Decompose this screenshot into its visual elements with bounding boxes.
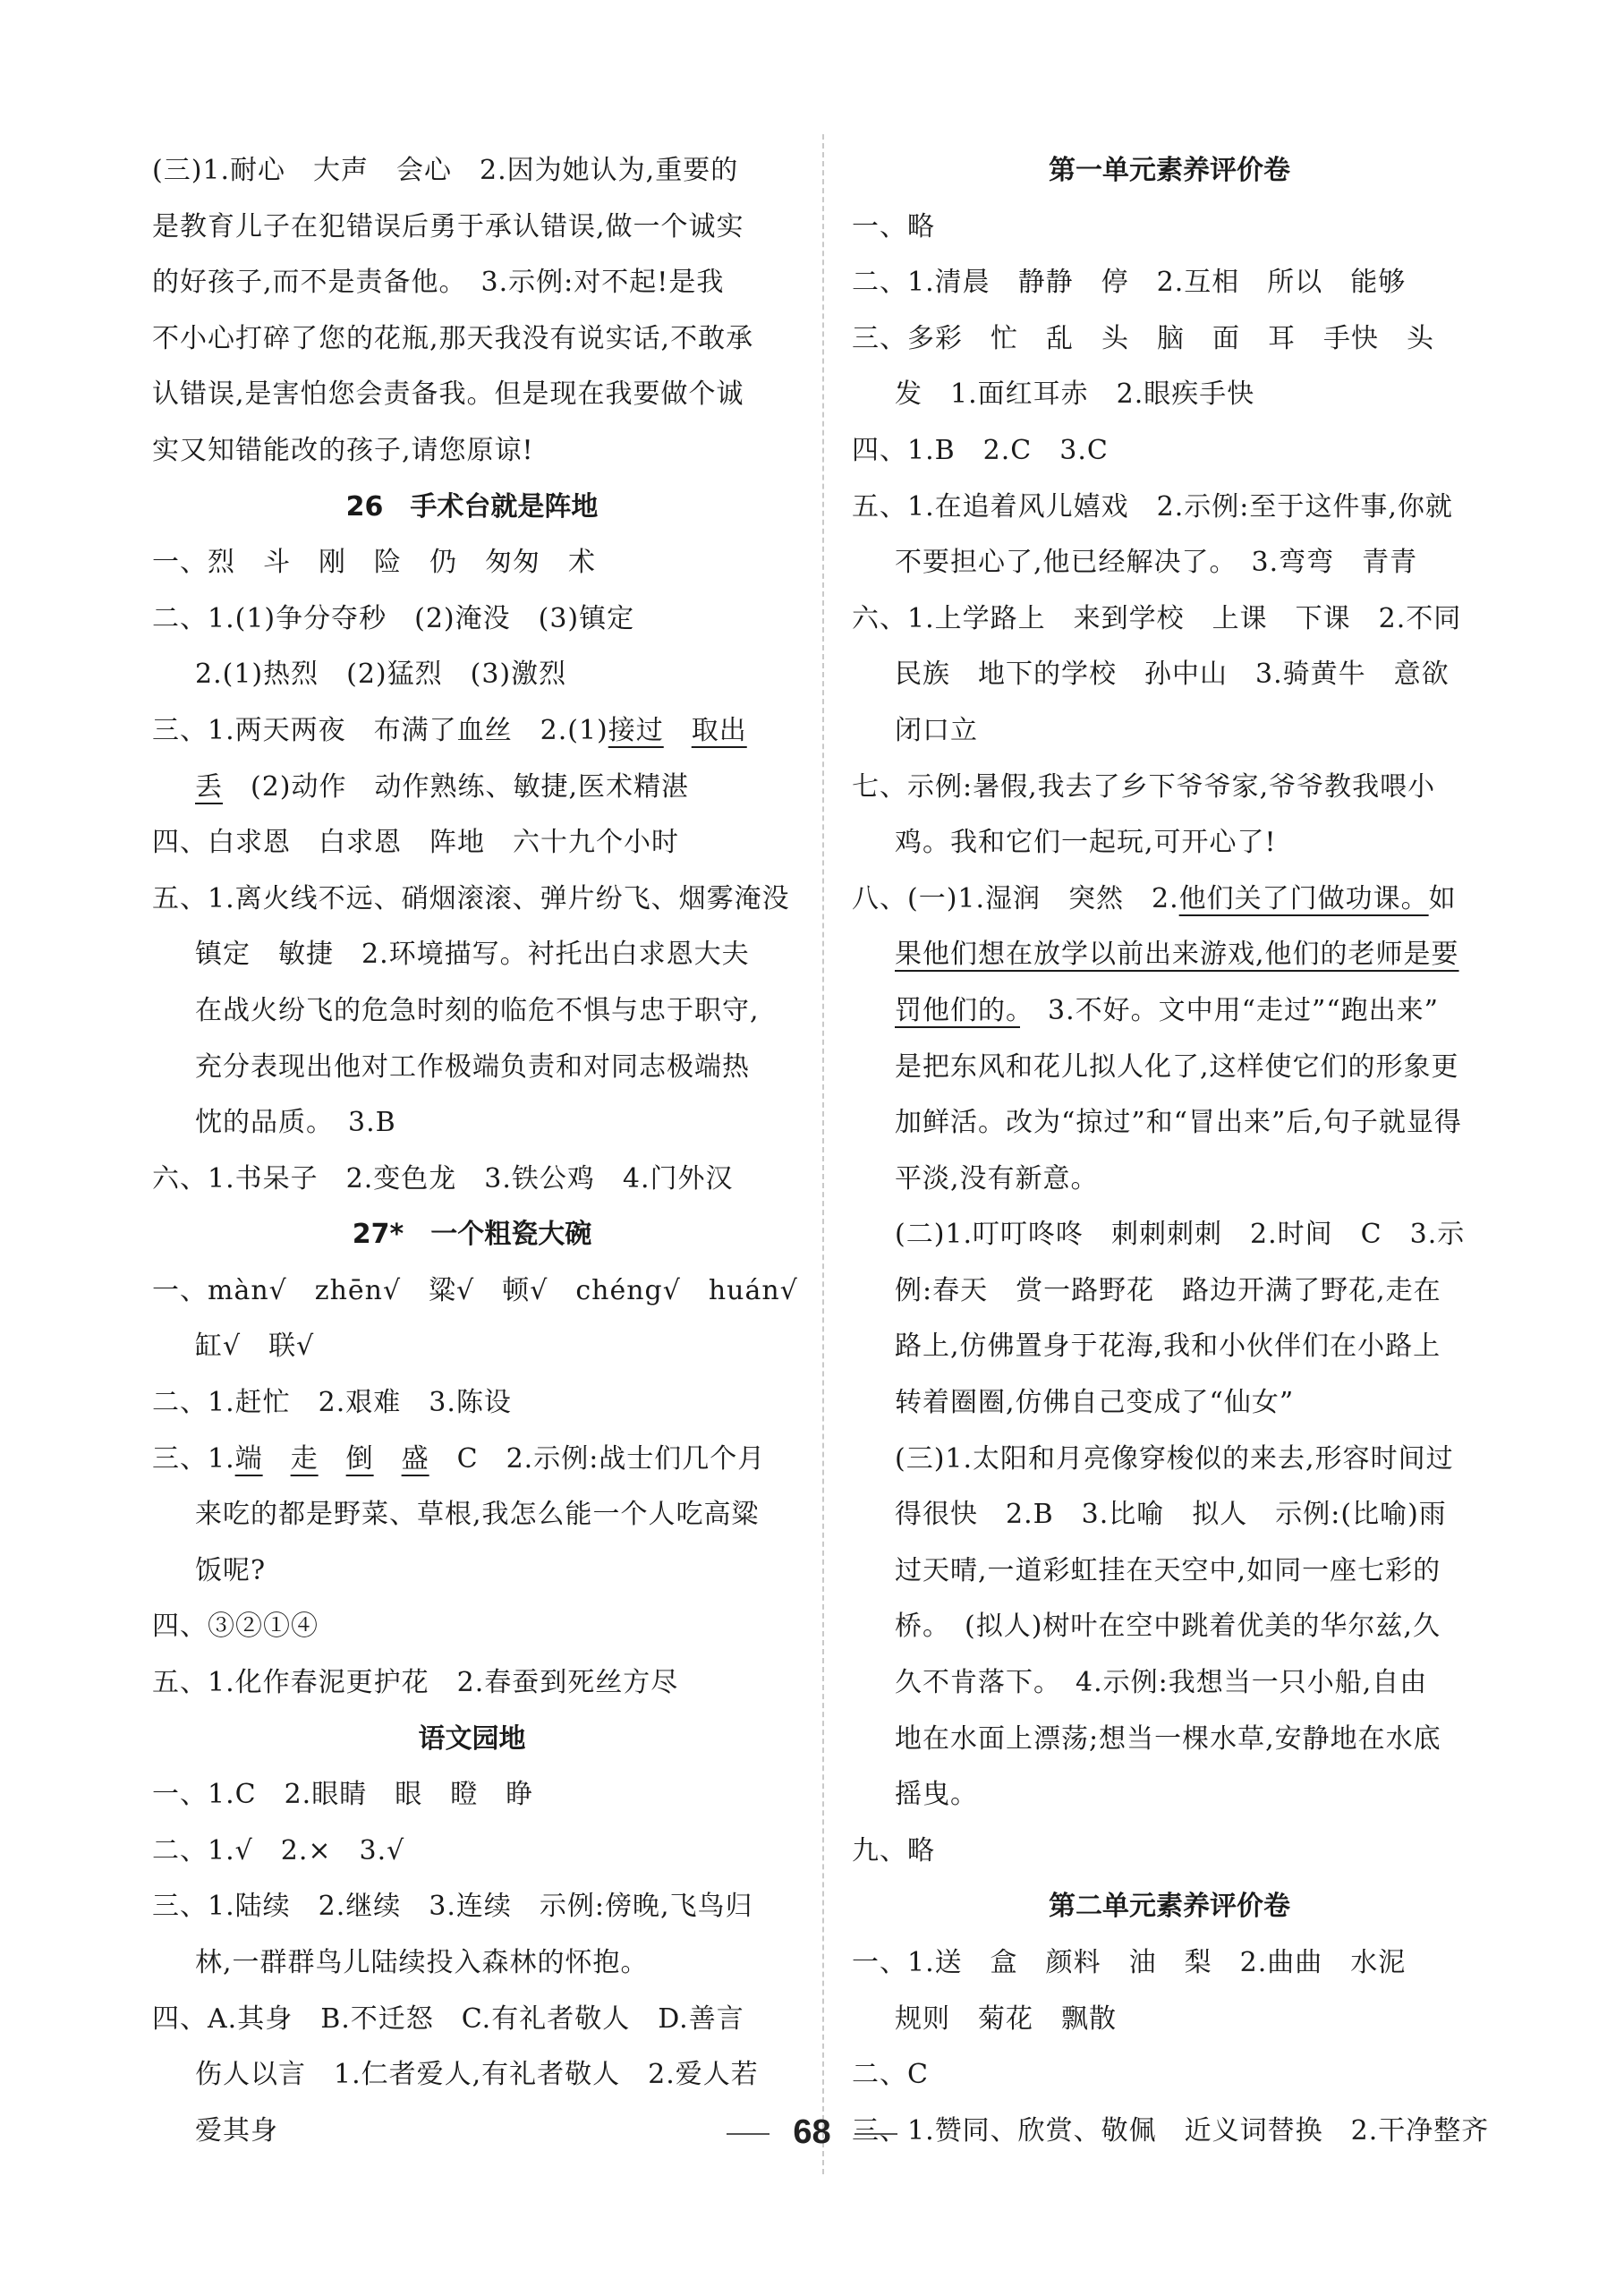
answer-line: 一、烈 斗 刚 险 仍 匆匆 术 <box>152 547 596 579</box>
answer-line: 不要担心了,他已经解决了。 3.弯弯 青青 <box>895 547 1418 579</box>
answer-line: 三、1.陆续 2.继续 3.连续 示例:傍晚,飞鸟归 <box>152 1891 753 1923</box>
answer-line: 一、1.C 2.眼睛 眼 瞪 睁 <box>152 1779 534 1811</box>
answer-line: 的好孩子,而不是责备他。 3.示例:对不起!是我 <box>152 267 725 299</box>
answer-line: 七、示例:暑假,我去了乡下爷爷家,爷爷教我喂小 <box>852 770 1436 803</box>
answer-line: 发 1.面红耳赤 2.眼疾手快 <box>895 378 1255 411</box>
underlined-text: 倒 <box>345 1442 374 1475</box>
answer-line: 一、màn√ zhēn√ 粱√ 顿√ chéng√ huán√ <box>152 1274 798 1306</box>
answer-line: 三、多彩 忙 乱 头 脑 面 耳 手快 头 <box>852 322 1434 354</box>
right-column <box>852 143 1490 2159</box>
answer-line: 实又知错能改的孩子,请您原谅! <box>152 434 534 466</box>
answer-line: 一、略 <box>852 210 935 242</box>
answer-line: 规则 菊花 飘散 <box>895 2002 1117 2035</box>
answer-line: 二、1.清晨 静静 停 2.互相 所以 能够 <box>852 267 1407 299</box>
answer-line: (三)1.耐心 大声 会心 2.因为她认为,重要的 <box>152 155 739 186</box>
answer-line: 民族 地下的学校 孙中山 3.骑黄牛 意欲 <box>895 659 1450 691</box>
answer-line: 六、1.上学路上 来到学校 上课 下课 2.不同 <box>852 602 1462 634</box>
underlined-text: 丢 <box>195 770 223 803</box>
answer-line: 二、1.(1)争分夺秒 (2)淹没 (3)镇定 <box>152 602 635 634</box>
answer-line: 路上,仿佛置身于花海,我和小伙伴们在小路上 <box>895 1331 1441 1363</box>
answer-line: 闭口立 <box>895 714 978 746</box>
answer-line: 过天晴,一道彩虹挂在天空中,如同一座七彩的 <box>895 1554 1441 1586</box>
section-heading: 语文园地 <box>418 1722 526 1755</box>
text-run: 八、(一)1.湿润 突然 2. <box>852 882 1179 914</box>
answer-line: 转着圈圈,仿佛自己变成了“仙女” <box>895 1387 1295 1419</box>
answer-line: 饭呢? <box>195 1554 267 1586</box>
answer-line: 伤人以言 1.仁者爱人,有礼者敬人 2.爱人若 <box>195 2059 759 2091</box>
underlined-text: 罚他们的。 <box>895 994 1020 1026</box>
text-run: 3.不好。文中用“走过”“跑出来” <box>1020 994 1439 1026</box>
answer-line <box>152 703 792 760</box>
answer-line: 四、A.其身 B.不迁怒 C.有礼者敬人 D.善言 <box>152 2002 744 2035</box>
answer-line: 鸡。我和它们一起玩,可开心了! <box>895 827 1277 859</box>
answer-line <box>152 1432 792 1488</box>
answer-line <box>852 927 1487 983</box>
footer-dash-right <box>855 2133 897 2135</box>
answer-line: 二、1.√ 2.× 3.√ <box>152 1834 405 1866</box>
underlined-text: 他们关了门做功课。 <box>1178 882 1429 914</box>
answer-line: 得很快 2.B 3.比喻 拟人 示例:(比喻)雨 <box>895 1499 1447 1531</box>
footer-dash-left <box>727 2133 769 2135</box>
answer-line: 九、略 <box>852 1834 935 1866</box>
answer-line: 爱其身 <box>195 2114 278 2147</box>
underlined-text: 取出 <box>691 714 747 746</box>
section-heading: 第一单元素养评价卷 <box>1049 155 1290 186</box>
section-heading: 27* 一个粗瓷大碗 <box>352 1219 592 1251</box>
answer-line: 四、白求恩 白求恩 阵地 六十九个小时 <box>152 827 679 859</box>
text-run <box>664 715 692 746</box>
answer-line: 镇定 敏捷 2.环境描写。衬托出白求恩大夫 <box>195 939 750 971</box>
answer-line: 平淡,没有新意。 <box>895 1162 1099 1195</box>
text-run: 如 <box>1428 882 1457 914</box>
text-run <box>263 1443 291 1475</box>
answer-line: 摇曳。 <box>895 1779 978 1811</box>
underlined-text: 果他们想在放学以前出来游戏,他们的老师是要 <box>895 939 1459 971</box>
page-number: 68 <box>793 2113 831 2151</box>
answer-line: 二、C <box>852 2059 929 2091</box>
answer-line: 林,一群群鸟儿陆续投入森林的怀抱。 <box>195 1947 649 1978</box>
answer-line: 地在水面上漂荡;想当一棵水草,安静地在水底 <box>895 1722 1441 1755</box>
underlined-text: 接过 <box>608 714 664 746</box>
answer-line: 认错误,是害怕您会责备我。但是现在我要做个诚 <box>152 378 744 411</box>
answer-line: 在战火纷飞的危急时刻的临危不惧与忠于职守, <box>195 994 760 1026</box>
answer-line: 五、1.在追着风儿嬉戏 2.示例:至于这件事,你就 <box>852 490 1453 523</box>
answer-line: 忱的品质。 3.B <box>195 1107 396 1139</box>
answer-line: 缸√ 联√ <box>195 1331 315 1363</box>
answer-line: 三、1.赞同、欣赏、敬佩 近义词替换 2.干净整齐 <box>852 2114 1490 2147</box>
left-column <box>152 143 798 2159</box>
section-heading: 第二单元素养评价卷 <box>1049 1891 1290 1923</box>
text-run <box>374 1443 402 1475</box>
answer-line: 六、1.书呆子 2.变色龙 3.铁公鸡 4.门外汉 <box>152 1162 734 1195</box>
text-run: (2)动作 动作熟练、敏捷,医术精湛 <box>223 770 690 803</box>
answer-line: 加鲜活。改为“掠过”和“冒出来”后,句子就显得 <box>895 1107 1462 1139</box>
answer-line: 是教育儿子在犯错误后勇于承认错误,做一个诚实 <box>152 210 744 242</box>
answer-line: 久不肯落下。 4.示例:我想当一只小船,自由 <box>895 1667 1428 1699</box>
answer-line: 五、1.离火线不远、硝烟滚滚、弹片纷飞、烟雾淹没 <box>152 882 790 914</box>
answer-line <box>852 871 1487 928</box>
answer-line: 五、1.化作春泥更护花 2.春蚕到死丝方尽 <box>152 1667 679 1699</box>
answer-line: 是把东风和花儿拟人化了,这样使它们的形象更 <box>895 1050 1459 1083</box>
answer-line: 2.(1)热烈 (2)猛烈 (3)激烈 <box>195 659 567 691</box>
answer-line: 例:春天 赏一路野花 路边开满了野花,走在 <box>895 1274 1441 1306</box>
column-divider <box>822 134 824 2174</box>
answer-line <box>852 983 1487 1040</box>
answer-line: 四、1.B 2.C 3.C <box>852 434 1109 466</box>
answer-line: 桥。 (拟人)树叶在空中跳着优美的华尔兹,久 <box>895 1611 1441 1643</box>
text-run: 三、1.两天两夜 布满了血丝 2.(1) <box>152 714 608 746</box>
answer-line: 一、1.送 盒 颜料 油 梨 2.曲曲 水泥 <box>852 1947 1407 1978</box>
answer-line: 四、③②①④ <box>152 1611 319 1643</box>
underlined-text: 走 <box>290 1442 319 1475</box>
underlined-text: 盛 <box>401 1442 429 1475</box>
text-run: 三、1. <box>152 1442 235 1475</box>
answer-line: 不小心打碎了您的花瓶,那天我没有说实话,不敢承 <box>152 322 754 354</box>
underlined-text: 端 <box>234 1442 263 1475</box>
page-number-footer <box>0 2113 1624 2152</box>
answer-line: 二、1.赶忙 2.艰难 3.陈设 <box>152 1387 512 1419</box>
answer-line: 来吃的都是野菜、草根,我怎么能一个人吃高粱 <box>195 1499 760 1531</box>
answer-line: 充分表现出他对工作极端负责和对同志极端热 <box>195 1050 750 1083</box>
answer-line: (二)1.叮叮咚咚 刺刺刺刺 2.时间 C 3.示 <box>895 1219 1466 1251</box>
text-run <box>319 1443 346 1475</box>
answer-line: (三)1.太阳和月亮像穿梭似的来去,形容时间过 <box>895 1442 1454 1475</box>
answer-line <box>152 760 792 816</box>
text-run: C 2.示例:战士们几个月 <box>429 1442 766 1475</box>
section-heading: 26 手术台就是阵地 <box>345 490 599 523</box>
